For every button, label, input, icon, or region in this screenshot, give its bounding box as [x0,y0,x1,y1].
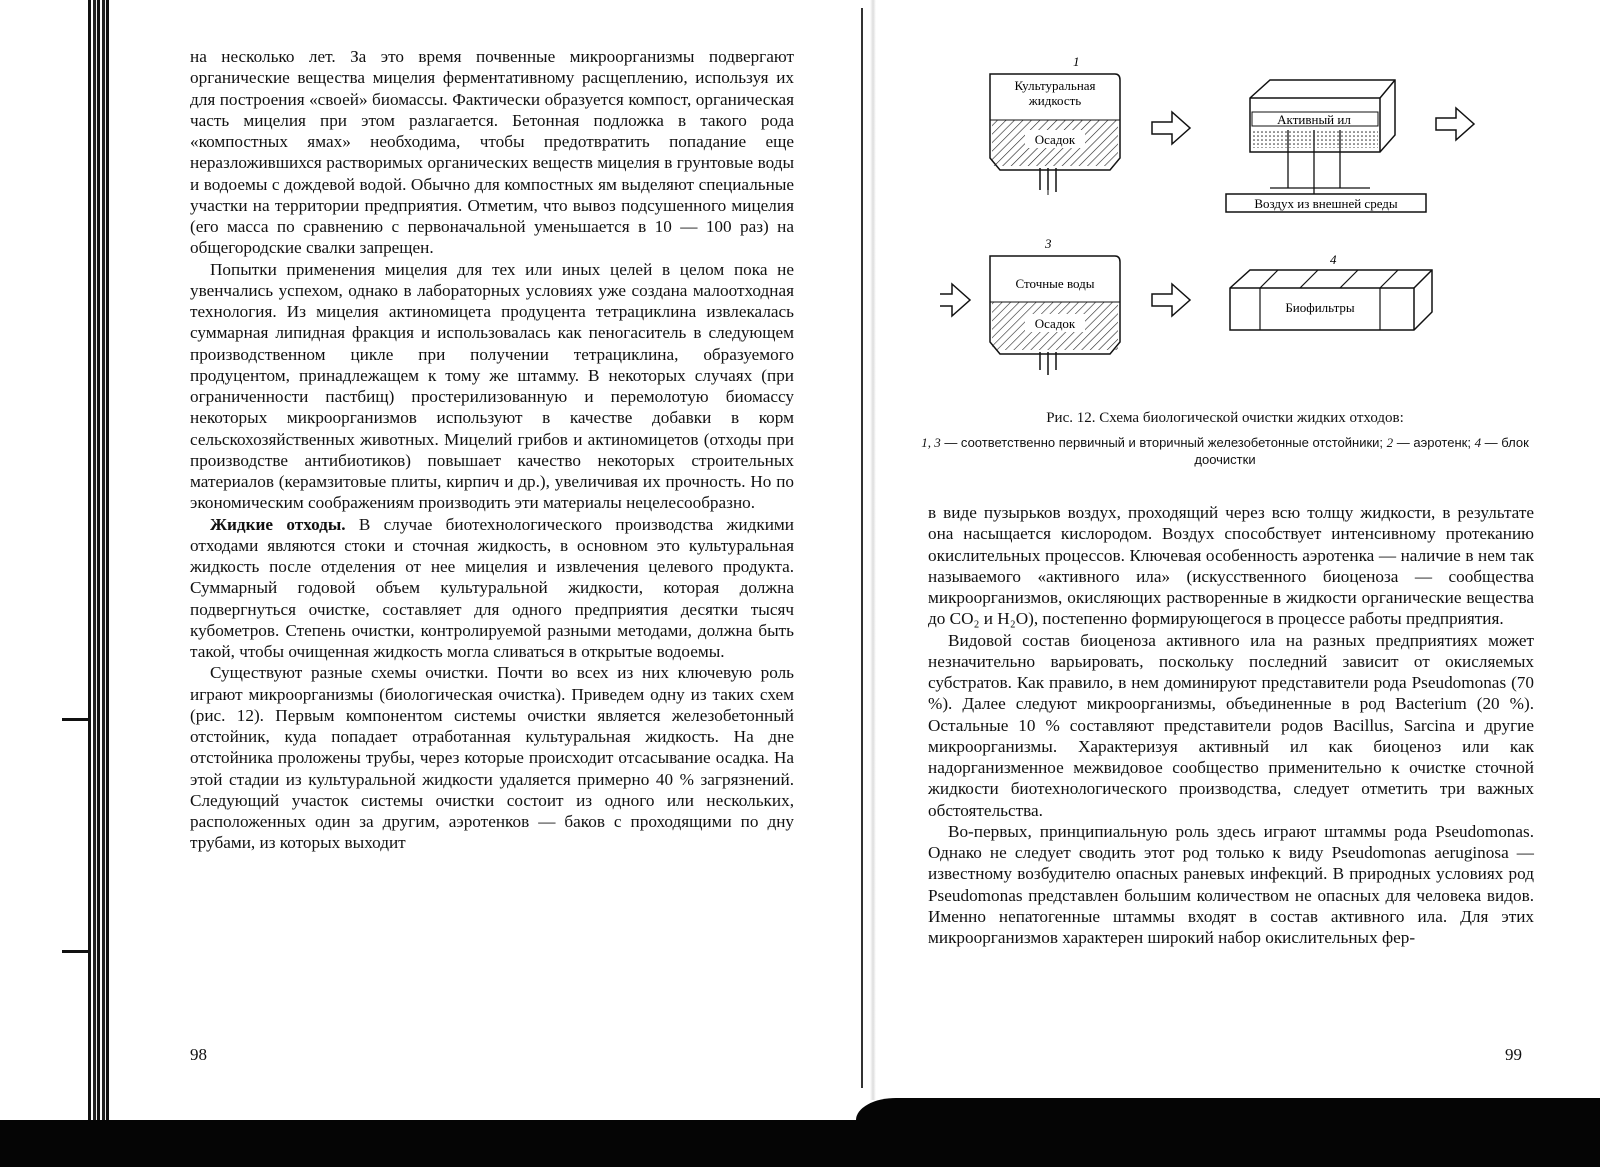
inflow-arrow-icon [940,284,970,316]
biofilter-block [1230,270,1432,330]
paragraph: на несколько лет. За это время почвенные микроорганизмы подвергают органические вещества мицелия ферментативному расщеплению, используя их для построения «своей» биомассы. Фактически образуется компост, органическая часть мицелия при этом разлагается. Бетонная подложка в такого рода «компостных ямах» необходима, чтобы предотвратить попадание еще неразложившихся растворимых органических веществ мицелия в грунтовые воды и водоемы с дождевой водой. Обычно для компостных ям выделяют специальные участки на территории предприятия. Отметим, что вывоз подсушенного мицелия (его масса по сравнению с первоначальной уменьшается в 10 — 100 раз) на общегородские свалки запрещен. [190,47,794,258]
tank1-sediment-label: Осадок [1034,132,1076,147]
tank1-top-label-2: жидкость [1028,93,1082,108]
caption-text: — аэротенк; [1393,435,1475,450]
label-1: 1 [1073,54,1080,69]
caption-text: — соответственно первичный и вторичный железобетонные отстойники; [940,435,1387,450]
flow-arrow-icon [1152,284,1190,316]
paragraph: в виде пузырьков воздух, проходящий через всю толщу жидкости, в результате она насыщается кислородом. Воздух способствует интенсивному протеканию окислительных процессов. Ключевая особенность аэротенка — наличие в нем так называемого «активного ила» (искусственного биоценоза — сообщества микроорганизмов, окисляющих растворенные в жидкости органические вещества до CO₂ и H₂O), постепенно формирующегося в процессе работы предприятия. [928,503,1534,629]
label-3: 3 [1045,236,1052,251]
tank3-sediment-label: Осадок [1034,316,1076,331]
page-curl-shadow [856,1098,1600,1128]
caption-ref: 2 [1386,435,1394,450]
biofilters-label: Биофильтры [1285,300,1355,315]
left-page [190,46,794,854]
purification-scheme-figure [940,50,1540,410]
caption-ref: 4 [1474,435,1482,450]
tank1-top-label: Культуральная [1014,78,1096,93]
right-page [928,502,1534,948]
tank3-top-label: Сточные воды [1015,276,1095,291]
scan-mark [62,718,90,721]
gutter-line [861,8,863,1088]
page-number-right: 99 [1505,1045,1522,1064]
page-number-left: 98 [190,1045,207,1064]
section-heading: Жидкие отходы. [210,514,346,534]
flow-arrow-icon [1436,108,1474,140]
label-4: 4 [1330,252,1337,267]
paragraph [190,514,794,663]
paragraph: Видовой состав биоценоза активного ила на разных предприятиях может незначительно варьировать, поскольку последний зависит от окисляемых субстратов. Как правило, в нем доминируют представители рода Pseudomonas (70 %). Далее следуют микроорганизмы, объединенные в род Bacterium (20 %). Остальные 10 % составляют представители родов Bacillus, Sarcina и другие микроорганизмы. Характеризуя активный ил как биоценоз или как надорганизменное межвидовое сообщество применительно к очистке сточной жидкости биотехнологического производства, следует отметить три важных обстоятельства. [928,630,1534,820]
book-spine-edge [88,0,110,1120]
paragraph: Во-первых, принципиальную роль здесь играют штаммы рода Pseudomonas. Однако не следует сводить этот род только к виду Pseudomonas aeruginosa — известному возбудителю опасных раневых инфекций. В природных условиях род Pseudomonas представлен большим количеством не опасных для человека видов. Именно непатогенные штаммы входят в состав активного ила. Для этих микроорганизмов характерен широкий набор окислительных фер- [928,821,1534,947]
activated-sludge-label: Активный ил [1277,112,1351,127]
caption-ref: 1, 3 [921,435,941,450]
flow-arrow-icon [1152,112,1190,144]
figure-caption-legend [900,434,1550,468]
caption-text: — блок доочистки [1194,435,1529,467]
paragraph: Попытки применения мицелия для тех или иных целей в целом пока не увенчались успехом, однако в лабораторных условиях уже создана малоотходная технология. Из мицелия актиномицета продуцента тетрациклина извлекалась суммарная липидная фракция и использовалась как пеногаситель в следующем производственном цикле при получении тетрациклина, образуемого продуцентом, принадлежащем к тому же штамму. В некоторых случаях (при ограниченности пастбищ) простерилизованную и перемолотую биомассу некоторых микроорганизмов используют в качестве добавки в корм сельскохозяйственных животных. Мицелий грибов и актиномицетов (отходы при производстве антибиотиков) повышает качество некоторых строительных материалов (керамзитовые плиты, кирпич и др.), увеличивая их прочность. Но по экономическим соображениям производить эти материалы нецелесообразно. [190,259,794,513]
scan-mark [62,950,90,953]
figure-caption-title: Рис. 12. Схема биологической очистки жидких отходов: [1046,410,1404,426]
paragraph: Существуют разные схемы очистки. Почти во всех из них ключевую роль играют микроорганизмы (биологическая очистка). Приведем одну из таких схем (рис. 12). Первым компонентом системы очистки является железобетонный отстойник, куда попадает отработанная культуральная жидкость. На дне отстойника проложены трубы, через которые происходит отсасывание осадка. На этой стадии из культуральной жидкости удаляется примерно 40 % загрязнений. Следующий участок системы очистки состоит из одного или нескольких, расположенных один за другим, аэротенков — баков с проходящими по дну трубами, из которых выходит [190,663,794,853]
aerotank [1250,80,1395,194]
paragraph-text: В случае биотехнологического производства жидкими отходами являются стоки и сточная жидкость, в основном это культуральная жидкость после отделения от нее мицелия и извлечения целевого продукта. Суммарный годовой объем культуральной жидкости, которая должна подвергнуться очистке, составляет для одного предприятия десятки тысяч кубометров. Степень очистки, контролируемой разными методами, должна быть такой, чтобы очищенная жидкость могла сливаться в открытые водоемы. [190,514,794,661]
primary-settler [990,74,1120,195]
secondary-settler [990,256,1120,375]
outside-air-label: Воздух из внешней среды [1254,196,1398,211]
